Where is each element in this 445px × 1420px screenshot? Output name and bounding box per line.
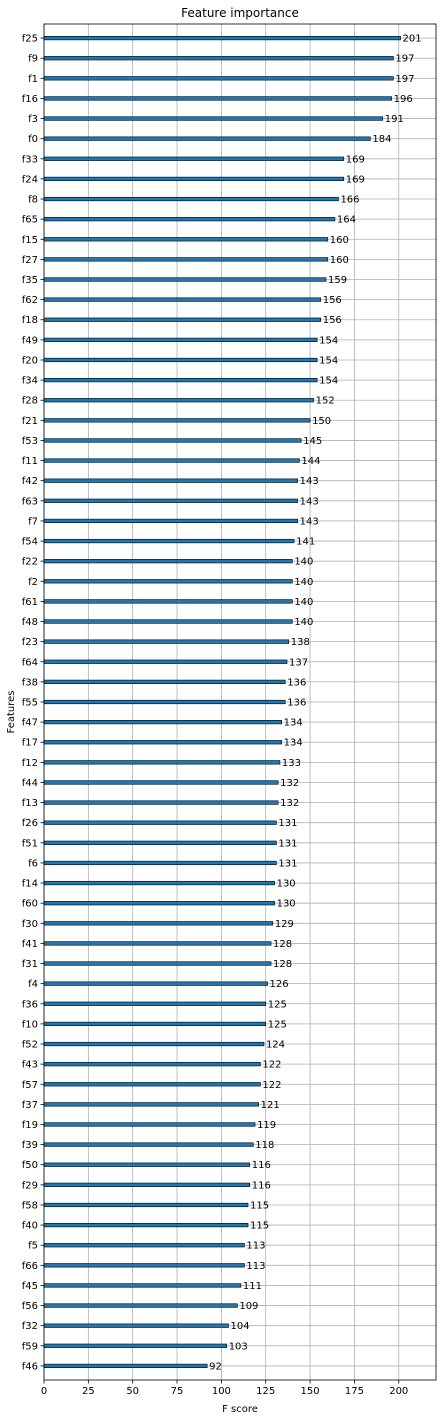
bar-f50 bbox=[44, 1163, 250, 1167]
y-tick-label-f41: f41 bbox=[21, 938, 38, 950]
value-label-f24: 169 bbox=[345, 174, 365, 186]
value-label-f45: 111 bbox=[242, 1280, 262, 1292]
y-tick-label-f53: f53 bbox=[21, 435, 38, 447]
bar-f18 bbox=[44, 318, 321, 322]
y-tick-label-f4: f4 bbox=[28, 979, 38, 991]
value-label-f58: 115 bbox=[249, 1200, 270, 1212]
x-tick-label: 0 bbox=[40, 1386, 48, 1397]
y-tick-label-f35: f35 bbox=[21, 275, 38, 287]
bar-f22 bbox=[44, 559, 292, 563]
value-label-f2: 140 bbox=[294, 576, 314, 588]
bar-f20 bbox=[44, 358, 317, 362]
bar-f33 bbox=[44, 157, 344, 161]
value-label-f16: 196 bbox=[393, 93, 413, 105]
bar-f9 bbox=[44, 56, 393, 60]
value-label-f61: 140 bbox=[294, 596, 314, 608]
bar-f10 bbox=[44, 1022, 266, 1026]
bar-f38 bbox=[44, 680, 285, 684]
value-label-f31: 128 bbox=[273, 959, 293, 971]
y-tick-label-f43: f43 bbox=[21, 1059, 38, 1071]
y-tick-label-f60: f60 bbox=[21, 898, 38, 910]
y-tick-label-f57: f57 bbox=[21, 1079, 38, 1091]
y-tick-label-f19: f19 bbox=[21, 1119, 38, 1131]
x-tick-label: 50 bbox=[126, 1386, 140, 1397]
value-label-f47: 134 bbox=[283, 717, 303, 729]
value-label-f44: 132 bbox=[280, 777, 300, 789]
value-label-f22: 140 bbox=[294, 556, 314, 568]
bar-f47 bbox=[44, 720, 282, 724]
bar-f59 bbox=[44, 1344, 227, 1348]
value-label-f53: 145 bbox=[303, 435, 323, 447]
value-label-f63: 143 bbox=[299, 496, 319, 508]
bar-f53 bbox=[44, 439, 301, 443]
value-label-f64: 137 bbox=[289, 657, 309, 669]
y-tick-label-f22: f22 bbox=[21, 556, 38, 568]
value-label-f49: 154 bbox=[319, 335, 339, 347]
bar-f65 bbox=[44, 217, 335, 221]
bar-f3 bbox=[44, 117, 383, 121]
y-tick-label-f8: f8 bbox=[28, 194, 38, 206]
bar-f31 bbox=[44, 962, 271, 966]
y-tick-label-f25: f25 bbox=[21, 33, 38, 45]
value-label-f14: 130 bbox=[276, 878, 296, 890]
value-label-f66: 113 bbox=[246, 1260, 266, 1272]
bar-f51 bbox=[44, 841, 276, 845]
y-tick-label-f18: f18 bbox=[21, 315, 38, 327]
x-tick-label: 25 bbox=[81, 1386, 95, 1397]
y-tick-label-f10: f10 bbox=[21, 1019, 38, 1031]
value-label-f10: 125 bbox=[267, 1019, 287, 1031]
bar-f4 bbox=[44, 982, 267, 986]
bar-f52 bbox=[44, 1042, 264, 1046]
value-label-f50: 116 bbox=[251, 1160, 271, 1172]
bar-f46 bbox=[44, 1364, 207, 1368]
y-axis bbox=[22, 34, 44, 1373]
y-tick-label-f42: f42 bbox=[21, 476, 38, 488]
y-tick-label-f1: f1 bbox=[28, 73, 38, 85]
y-tick-label-f26: f26 bbox=[21, 818, 38, 830]
bar-f30 bbox=[44, 922, 273, 926]
y-tick-label-f47: f47 bbox=[21, 717, 38, 729]
bar-f55 bbox=[44, 700, 285, 704]
value-label-f26: 131 bbox=[278, 818, 298, 830]
y-tick-label-f21: f21 bbox=[21, 415, 38, 427]
bar-f61 bbox=[44, 600, 292, 604]
value-label-f0: 184 bbox=[372, 134, 392, 146]
bar-f37 bbox=[44, 1103, 259, 1107]
y-tick-label-f48: f48 bbox=[21, 617, 38, 629]
value-label-f27: 160 bbox=[329, 254, 349, 266]
bar-f41 bbox=[44, 942, 271, 946]
value-label-f35: 159 bbox=[328, 275, 348, 287]
bar-f44 bbox=[44, 781, 278, 785]
y-tick-label-f12: f12 bbox=[21, 757, 38, 769]
value-label-f23: 138 bbox=[290, 637, 310, 649]
bar-f28 bbox=[44, 398, 314, 402]
bar-f34 bbox=[44, 378, 317, 382]
y-tick-label-f46: f46 bbox=[21, 1361, 38, 1373]
bar-f60 bbox=[44, 901, 275, 905]
bar-f7 bbox=[44, 519, 298, 523]
y-tick-label-f24: f24 bbox=[21, 174, 38, 186]
value-label-f42: 143 bbox=[299, 476, 319, 488]
x-tick-label: 125 bbox=[256, 1386, 276, 1397]
bar-f36 bbox=[44, 1002, 266, 1006]
y-tick-label-f51: f51 bbox=[21, 838, 38, 850]
value-label-f13: 132 bbox=[280, 798, 300, 810]
value-label-f55: 136 bbox=[287, 697, 307, 709]
bar-f12 bbox=[44, 761, 280, 765]
y-tick-label-f39: f39 bbox=[21, 1140, 38, 1152]
value-label-f20: 154 bbox=[319, 355, 339, 367]
y-tick-label-f66: f66 bbox=[21, 1260, 38, 1272]
y-tick-label-f14: f14 bbox=[21, 878, 38, 890]
value-label-f12: 133 bbox=[281, 757, 302, 769]
bar-f54 bbox=[44, 539, 294, 543]
value-label-f57: 122 bbox=[262, 1079, 282, 1091]
value-label-f41: 128 bbox=[273, 938, 293, 950]
y-tick-label-f9: f9 bbox=[28, 53, 38, 65]
bar-f14 bbox=[44, 881, 275, 885]
value-label-f59: 103 bbox=[228, 1341, 248, 1353]
bar-f58 bbox=[44, 1203, 248, 1207]
x-tick-label: 200 bbox=[389, 1386, 409, 1397]
value-label-f11: 144 bbox=[301, 456, 321, 468]
bar-f66 bbox=[44, 1264, 244, 1268]
bar-f11 bbox=[44, 459, 299, 463]
bar-f17 bbox=[44, 740, 282, 744]
value-label-f46: 92 bbox=[209, 1361, 222, 1373]
bar-f40 bbox=[44, 1223, 248, 1227]
x-axis-label: F score bbox=[222, 1404, 258, 1415]
bar-f6 bbox=[44, 861, 276, 865]
value-label-f32: 104 bbox=[230, 1321, 250, 1333]
y-tick-label-f36: f36 bbox=[21, 999, 38, 1011]
bar-f13 bbox=[44, 801, 278, 805]
y-tick-label-f45: f45 bbox=[21, 1280, 38, 1292]
y-tick-label-f27: f27 bbox=[21, 254, 38, 266]
x-tick-label: 75 bbox=[170, 1386, 184, 1397]
y-tick-label-f28: f28 bbox=[21, 395, 38, 407]
bar-f62 bbox=[44, 298, 321, 302]
value-label-f25: 201 bbox=[402, 33, 422, 45]
bar-f48 bbox=[44, 620, 292, 624]
value-label-f48: 140 bbox=[294, 617, 314, 629]
y-tick-label-f34: f34 bbox=[21, 375, 38, 387]
value-label-f17: 134 bbox=[283, 737, 303, 749]
bar-f5 bbox=[44, 1243, 244, 1247]
value-label-f9: 197 bbox=[395, 53, 415, 65]
y-tick-label-f13: f13 bbox=[21, 798, 38, 810]
value-label-f56: 109 bbox=[239, 1301, 259, 1313]
y-axis-label: Features bbox=[6, 690, 17, 734]
y-tick-label-f44: f44 bbox=[21, 777, 38, 789]
value-label-f18: 156 bbox=[322, 315, 342, 327]
bar-f49 bbox=[44, 338, 317, 342]
y-tick-label-f3: f3 bbox=[28, 114, 38, 126]
x-tick-label: 175 bbox=[344, 1386, 364, 1397]
value-label-f43: 122 bbox=[262, 1059, 282, 1071]
value-label-f21: 150 bbox=[312, 415, 332, 427]
value-label-f40: 115 bbox=[249, 1220, 270, 1232]
bar-f24 bbox=[44, 177, 344, 181]
x-axis bbox=[41, 1380, 408, 1397]
y-tick-label-f0: f0 bbox=[28, 134, 38, 146]
bar-f56 bbox=[44, 1304, 237, 1308]
y-tick-label-f55: f55 bbox=[21, 697, 38, 709]
value-label-f51: 131 bbox=[278, 838, 298, 850]
bar-f29 bbox=[44, 1183, 250, 1187]
bar-f16 bbox=[44, 97, 392, 101]
y-tick-label-f38: f38 bbox=[21, 677, 38, 689]
y-tick-label-f29: f29 bbox=[21, 1180, 38, 1192]
x-tick-label: 150 bbox=[300, 1386, 320, 1397]
value-label-f3: 191 bbox=[384, 114, 404, 126]
bar-f32 bbox=[44, 1324, 228, 1328]
value-label-f37: 121 bbox=[260, 1099, 280, 1111]
value-label-f54: 141 bbox=[296, 536, 316, 548]
value-label-f34: 154 bbox=[319, 375, 339, 387]
value-label-f15: 160 bbox=[329, 234, 349, 246]
value-label-f28: 152 bbox=[315, 395, 335, 407]
y-tick-label-f11: f11 bbox=[21, 456, 38, 468]
bar-f1 bbox=[44, 77, 393, 81]
y-tick-label-f37: f37 bbox=[21, 1099, 38, 1111]
value-label-f29: 116 bbox=[251, 1180, 271, 1192]
y-tick-label-f16: f16 bbox=[21, 93, 38, 105]
value-label-f19: 119 bbox=[257, 1119, 277, 1131]
value-label-f33: 169 bbox=[345, 154, 365, 166]
bar-f0 bbox=[44, 137, 370, 141]
value-label-f52: 124 bbox=[265, 1039, 286, 1051]
y-tick-label-f58: f58 bbox=[21, 1200, 38, 1212]
y-tick-label-f33: f33 bbox=[21, 154, 38, 166]
bar-f2 bbox=[44, 579, 292, 583]
y-tick-label-f15: f15 bbox=[21, 234, 38, 246]
y-tick-label-f2: f2 bbox=[28, 576, 38, 588]
value-label-f4: 126 bbox=[269, 979, 289, 991]
value-label-f6: 131 bbox=[278, 858, 298, 870]
y-tick-label-f49: f49 bbox=[21, 335, 38, 347]
bar-f26 bbox=[44, 821, 276, 825]
y-tick-label-f52: f52 bbox=[21, 1039, 38, 1051]
y-tick-label-f17: f17 bbox=[21, 737, 38, 749]
value-label-f62: 156 bbox=[322, 295, 342, 307]
bar-f23 bbox=[44, 640, 289, 644]
bar-f15 bbox=[44, 237, 328, 241]
bar-f43 bbox=[44, 1062, 260, 1066]
x-tick-label: 100 bbox=[211, 1386, 231, 1397]
value-label-f38: 136 bbox=[287, 677, 307, 689]
y-tick-label-f62: f62 bbox=[21, 295, 38, 307]
bar-f63 bbox=[44, 499, 298, 503]
y-tick-label-f65: f65 bbox=[21, 214, 38, 226]
value-label-f65: 164 bbox=[336, 214, 356, 226]
y-tick-label-f30: f30 bbox=[21, 918, 38, 930]
value-label-f30: 129 bbox=[274, 918, 294, 930]
chart-title: Feature importance bbox=[181, 6, 299, 20]
value-label-f36: 125 bbox=[267, 999, 287, 1011]
y-tick-label-f31: f31 bbox=[21, 959, 38, 971]
y-tick-label-f64: f64 bbox=[21, 657, 38, 669]
bar-f45 bbox=[44, 1284, 241, 1288]
bar-f39 bbox=[44, 1143, 253, 1147]
y-tick-label-f50: f50 bbox=[21, 1160, 38, 1172]
bar-f27 bbox=[44, 258, 328, 262]
value-label-f1: 197 bbox=[395, 73, 415, 85]
value-label-f39: 118 bbox=[255, 1140, 275, 1152]
bar-f8 bbox=[44, 197, 338, 201]
y-tick-label-f6: f6 bbox=[28, 858, 38, 870]
bar-f42 bbox=[44, 479, 298, 483]
y-tick-label-f5: f5 bbox=[28, 1240, 38, 1252]
y-tick-label-f23: f23 bbox=[21, 637, 38, 649]
value-label-f7: 143 bbox=[299, 516, 319, 528]
y-tick-label-f54: f54 bbox=[21, 536, 38, 548]
bar-f25 bbox=[44, 36, 401, 40]
y-tick-label-f32: f32 bbox=[21, 1321, 38, 1333]
y-tick-label-f61: f61 bbox=[21, 596, 38, 608]
y-tick-label-f7: f7 bbox=[28, 516, 38, 528]
y-tick-label-f20: f20 bbox=[21, 355, 38, 367]
y-tick-label-f56: f56 bbox=[21, 1301, 38, 1313]
y-tick-label-f59: f59 bbox=[21, 1341, 38, 1353]
y-tick-label-f40: f40 bbox=[21, 1220, 38, 1232]
value-label-f8: 166 bbox=[340, 194, 360, 206]
bar-f19 bbox=[44, 1123, 255, 1127]
bar-f57 bbox=[44, 1082, 260, 1086]
value-label-f60: 130 bbox=[276, 898, 296, 910]
bar-f21 bbox=[44, 419, 310, 423]
y-tick-label-f63: f63 bbox=[21, 496, 38, 508]
value-label-f5: 113 bbox=[246, 1240, 266, 1252]
bar-f35 bbox=[44, 278, 326, 282]
bar-f64 bbox=[44, 660, 287, 664]
